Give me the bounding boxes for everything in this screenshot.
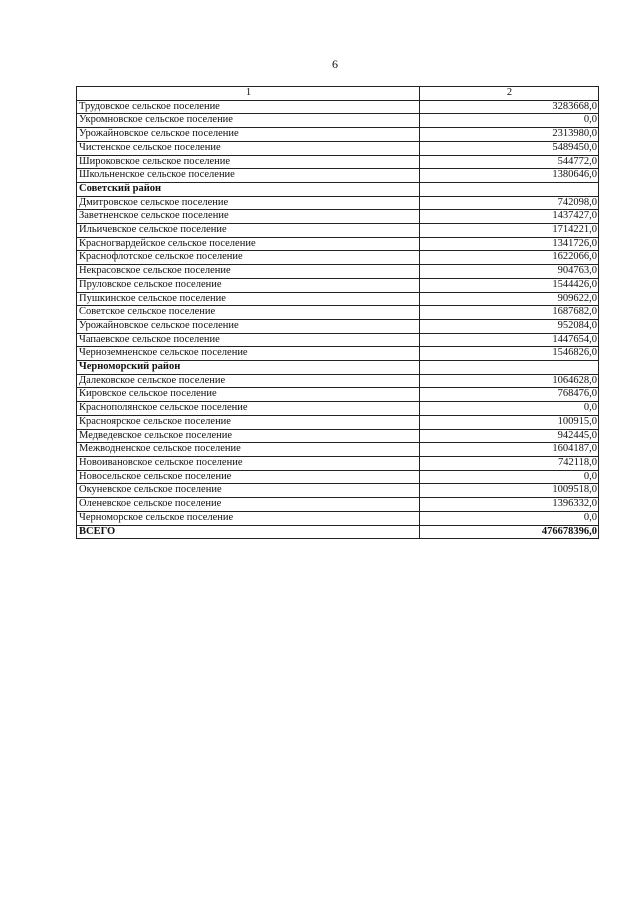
section-title: Черноморский район [77, 361, 420, 375]
amount-value: 1544426,0 [420, 278, 599, 292]
budget-table [76, 86, 599, 539]
amount-value: 1604187,0 [420, 443, 599, 457]
header-col-2: 2 [420, 87, 599, 101]
table-row [77, 456, 599, 470]
table-row [77, 155, 599, 169]
table-row [77, 100, 599, 114]
settlement-name: Межводненское сельское поселение [77, 443, 420, 457]
table-row [77, 210, 599, 224]
amount-value: 952084,0 [420, 319, 599, 333]
amount-value: 0,0 [420, 511, 599, 525]
amount-value [420, 182, 599, 196]
amount-value: 2313980,0 [420, 128, 599, 142]
amount-value: 1380646,0 [420, 169, 599, 183]
settlement-name: Черноморское сельское поселение [77, 511, 420, 525]
settlement-name: Некрасовское сельское поселение [77, 265, 420, 279]
amount-value: 0,0 [420, 470, 599, 484]
table-row [77, 333, 599, 347]
amount-value: 1396332,0 [420, 498, 599, 512]
settlement-name: Заветненское сельское поселение [77, 210, 420, 224]
settlement-name: Широковское сельское поселение [77, 155, 420, 169]
settlement-name: Оленевское сельское поселение [77, 498, 420, 512]
table-row [77, 374, 599, 388]
amount-value: 1447654,0 [420, 333, 599, 347]
settlement-name: Краснополянское сельское поселение [77, 402, 420, 416]
table-row [77, 278, 599, 292]
table-row [77, 511, 599, 525]
settlement-name: Пушкинское сельское поселение [77, 292, 420, 306]
amount-value: 1687682,0 [420, 306, 599, 320]
settlement-name: Пруловское сельское поселение [77, 278, 420, 292]
section-row [77, 361, 599, 375]
amount-value: 1622066,0 [420, 251, 599, 265]
table-row [77, 415, 599, 429]
amount-value: 909622,0 [420, 292, 599, 306]
amount-value: 0,0 [420, 402, 599, 416]
settlement-name: Краснофлотское сельское поселение [77, 251, 420, 265]
table-row [77, 429, 599, 443]
table-row [77, 470, 599, 484]
amount-value: 1546826,0 [420, 347, 599, 361]
settlement-name: Ильичевское сельское поселение [77, 224, 420, 238]
settlement-name: Чистенское сельское поселение [77, 141, 420, 155]
amount-value: 942445,0 [420, 429, 599, 443]
settlement-name: Укромновское сельское поселение [77, 114, 420, 128]
settlement-name: Новосельское сельское поселение [77, 470, 420, 484]
settlement-name: Чапаевское сельское поселение [77, 333, 420, 347]
table-row [77, 251, 599, 265]
table-row [77, 319, 599, 333]
table-row [77, 237, 599, 251]
amount-value: 0,0 [420, 114, 599, 128]
table-row [77, 128, 599, 142]
settlement-name: Урожайновское сельское поселение [77, 319, 420, 333]
table-row [77, 443, 599, 457]
amount-value: 1714221,0 [420, 224, 599, 238]
amount-value: 5489450,0 [420, 141, 599, 155]
total-row [77, 525, 599, 539]
header-col-1: 1 [77, 87, 420, 101]
table-row [77, 388, 599, 402]
amount-value: 1064628,0 [420, 374, 599, 388]
amount-value: 3283668,0 [420, 100, 599, 114]
amount-value [420, 361, 599, 375]
settlement-name: Урожайновское сельское поселение [77, 128, 420, 142]
amount-value: 742098,0 [420, 196, 599, 210]
table-row [77, 402, 599, 416]
settlement-name: Советское сельское поселение [77, 306, 420, 320]
amount-value: 544772,0 [420, 155, 599, 169]
table-row [77, 306, 599, 320]
settlement-name: Далековское сельское поселение [77, 374, 420, 388]
section-row [77, 182, 599, 196]
settlement-name: Трудовское сельское поселение [77, 100, 420, 114]
amount-value: 1437427,0 [420, 210, 599, 224]
table-row [77, 169, 599, 183]
settlement-name: Красногвардейское сельское поселение [77, 237, 420, 251]
settlement-name: Школьненское сельское поселение [77, 169, 420, 183]
table-row [77, 224, 599, 238]
settlement-name: Дмитровское сельское поселение [77, 196, 420, 210]
page-number: 6 [332, 57, 338, 71]
settlement-name: Новоивановское сельское поселение [77, 456, 420, 470]
table-row [77, 196, 599, 210]
table-row [77, 141, 599, 155]
settlement-name: Окуневское сельское поселение [77, 484, 420, 498]
amount-value: 100915,0 [420, 415, 599, 429]
table-body [77, 87, 599, 539]
table-row [77, 484, 599, 498]
total-value: 476678396,0 [420, 525, 599, 539]
table-row [77, 292, 599, 306]
settlement-name: Кировское сельское поселение [77, 388, 420, 402]
table-row [77, 114, 599, 128]
amount-value: 742118,0 [420, 456, 599, 470]
table-row [77, 347, 599, 361]
total-label: ВСЕГО [77, 525, 420, 539]
table-header-row [77, 87, 599, 101]
table-row [77, 265, 599, 279]
amount-value: 1009518,0 [420, 484, 599, 498]
settlement-name: Красноярское сельское поселение [77, 415, 420, 429]
amount-value: 768476,0 [420, 388, 599, 402]
settlement-name: Черноземненское сельское поселение [77, 347, 420, 361]
amount-value: 1341726,0 [420, 237, 599, 251]
table-row [77, 498, 599, 512]
settlement-name: Медведевское сельское поселение [77, 429, 420, 443]
section-title: Советский район [77, 182, 420, 196]
amount-value: 904763,0 [420, 265, 599, 279]
